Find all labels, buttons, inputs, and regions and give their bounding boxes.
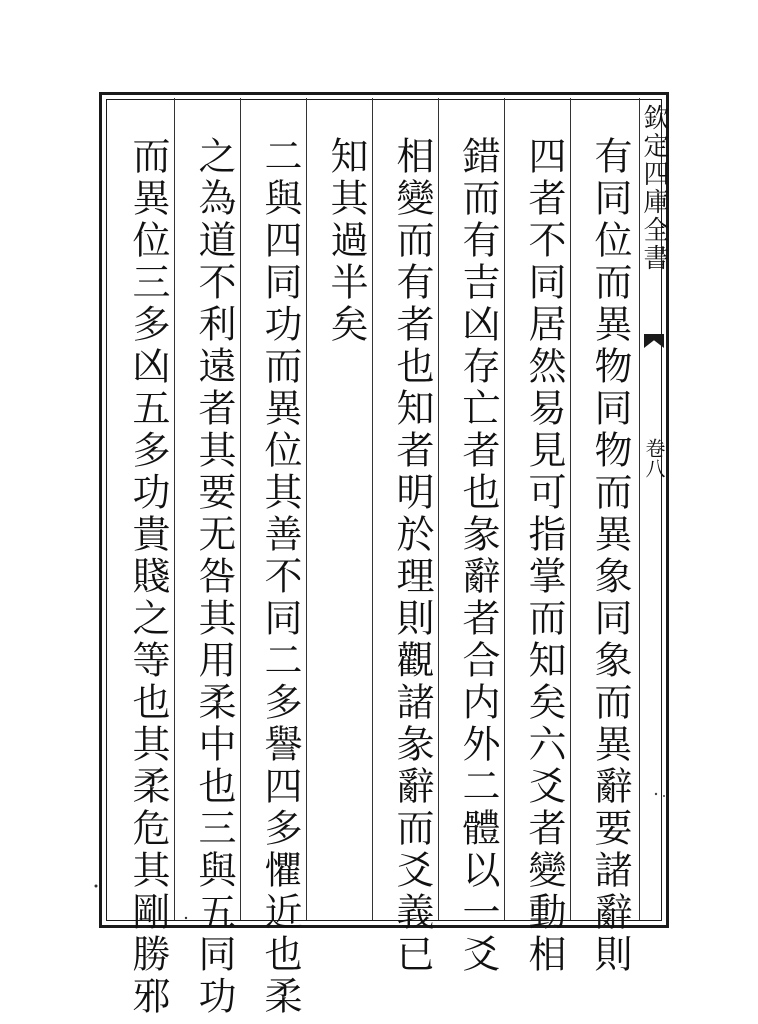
center-strip (640, 98, 668, 920)
text-column-8: 而異位三多凶五多功貴賤之等也其柔危其剛勝邪 (126, 136, 170, 1018)
column-rule (240, 98, 241, 920)
column-rule (438, 98, 439, 920)
volume-label: 卷八 (642, 438, 666, 478)
column-rule (570, 98, 571, 920)
column-rule (504, 98, 505, 920)
text-column-2: 四者不同居然易見可指掌而知矣六爻者變動相 (522, 136, 566, 976)
fishtail-mark (644, 334, 664, 348)
text-block (108, 98, 640, 1018)
column-rule (306, 98, 307, 920)
column-rule (372, 98, 373, 920)
text-column-5: 知其過半矣 (324, 136, 368, 346)
book-title: 欽定四庫全書 (639, 104, 669, 272)
text-column-7: 之為道不利遠者其要无咎其用柔中也三與五同功 (192, 136, 236, 1018)
column-rule (174, 98, 175, 920)
text-column-4: 相變而有者也知者明於理則觀諸彖辭而爻義已 (390, 136, 434, 976)
text-column-1: 有同位而異物同物而異象同象而異辭要諸辭則 (588, 136, 632, 976)
text-column-6: 二與四同功而異位其善不同二多譽四多懼近也柔 (258, 136, 302, 1018)
text-column-3: 錯而有吉凶存亡者也彖辭者合内外二體以一爻 (456, 136, 500, 976)
